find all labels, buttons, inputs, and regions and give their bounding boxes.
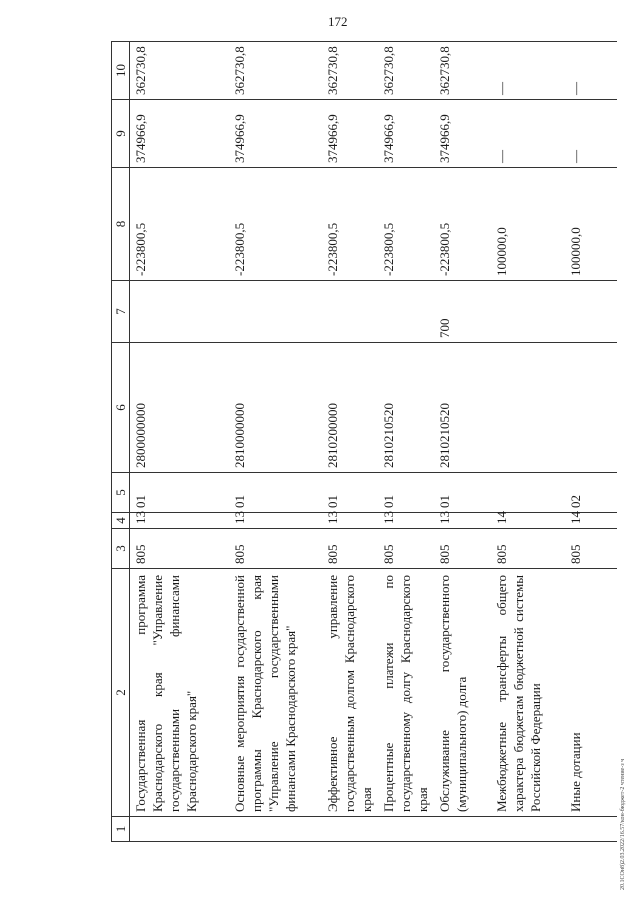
budget-table <box>111 41 617 842</box>
cell-expense-type <box>565 281 617 343</box>
cell-code: 805 <box>130 529 229 569</box>
cell-amount-3: — <box>565 42 617 100</box>
cell-amount-2: 374966,9 <box>130 100 229 168</box>
table-row <box>565 42 617 842</box>
cell-num <box>434 817 491 842</box>
cell-num <box>229 817 322 842</box>
cell-num <box>565 817 617 842</box>
cell-code: 805 <box>378 529 434 569</box>
cell-target: 2810000000 <box>229 343 322 473</box>
cell-amount-1: -223800,5 <box>434 168 491 281</box>
header-cell: 4 <box>112 513 130 529</box>
cell-amount-3: 362730,8 <box>229 42 322 100</box>
cell-expense-type: 700 <box>434 281 491 343</box>
cell-amount-3: 362730,8 <box>322 42 378 100</box>
cell-amount-2: — <box>565 100 617 168</box>
cell-target: 2810200000 <box>322 343 378 473</box>
cell-description: Обслуживание государственного (муниципального) долга <box>434 569 491 817</box>
cell-section: 14 <box>491 513 565 529</box>
cell-description: Эффективное управление государственным долгом Краснодарского края <box>322 569 378 817</box>
cell-num <box>491 817 565 842</box>
cell-target <box>491 343 565 473</box>
cell-expense-type <box>130 281 229 343</box>
cell-expense-type <box>229 281 322 343</box>
cell-code: 805 <box>565 529 617 569</box>
side-note: 20.1СОн8)2.03.2022/16.57/кон-бюджет-2 чтение-з ч <box>620 758 626 890</box>
header-cell: 1 <box>112 817 130 842</box>
cell-amount-1: -223800,5 <box>322 168 378 281</box>
cell-subsection: 01 <box>378 473 434 513</box>
cell-expense-type <box>322 281 378 343</box>
table-row <box>491 42 565 842</box>
cell-target: 2800000000 <box>130 343 229 473</box>
cell-num <box>322 817 378 842</box>
cell-section: 13 <box>229 513 322 529</box>
header-cell: 8 <box>112 168 130 281</box>
table-row <box>378 42 434 842</box>
header-cell: 5 <box>112 473 130 513</box>
cell-num <box>130 817 229 842</box>
cell-num <box>378 817 434 842</box>
cell-expense-type <box>378 281 434 343</box>
cell-section: 13 <box>130 513 229 529</box>
cell-amount-1: -223800,5 <box>229 168 322 281</box>
cell-description: Основные мероприятия государственной программы Краснодарского края "Управление государственными финансами Краснодарского края" <box>229 569 322 817</box>
cell-section: 14 <box>565 513 617 529</box>
table-row <box>434 42 491 842</box>
cell-subsection: 02 <box>565 473 617 513</box>
table-row <box>322 42 378 842</box>
cell-amount-2: — <box>491 100 565 168</box>
cell-amount-1: 100000,0 <box>565 168 617 281</box>
cell-subsection <box>491 473 565 513</box>
cell-section: 13 <box>434 513 491 529</box>
header-cell: 2 <box>112 569 130 817</box>
cell-subsection: 01 <box>130 473 229 513</box>
cell-description: Процентные платежи по государственному долгу Краснодарского края <box>378 569 434 817</box>
header-row <box>112 42 130 842</box>
header-cell: 7 <box>112 281 130 343</box>
cell-target: 2810210520 <box>378 343 434 473</box>
cell-amount-2: 374966,9 <box>378 100 434 168</box>
cell-description: Межбюджетные трансферты общего характера бюджетам бюджетной системы Российской Федерации <box>491 569 565 817</box>
cell-code: 805 <box>229 529 322 569</box>
cell-amount-3: 362730,8 <box>434 42 491 100</box>
cell-amount-2: 374966,9 <box>229 100 322 168</box>
cell-code: 805 <box>322 529 378 569</box>
cell-amount-1: 100000,0 <box>491 168 565 281</box>
cell-amount-1: -223800,5 <box>130 168 229 281</box>
cell-amount-3: 362730,8 <box>378 42 434 100</box>
table-row <box>130 42 229 842</box>
cell-code: 805 <box>434 529 491 569</box>
header-cell: 3 <box>112 529 130 569</box>
cell-code: 805 <box>491 529 565 569</box>
cell-amount-3: 362730,8 <box>130 42 229 100</box>
table-row <box>229 42 322 842</box>
cell-expense-type <box>491 281 565 343</box>
cell-section: 13 <box>378 513 434 529</box>
header-cell: 10 <box>112 42 130 100</box>
header-cell: 9 <box>112 100 130 168</box>
cell-description: Иные дотации <box>565 569 617 817</box>
cell-amount-2: 374966,9 <box>434 100 491 168</box>
cell-target <box>565 343 617 473</box>
page-number: 172 <box>328 14 348 29</box>
cell-amount-2: 374966,9 <box>322 100 378 168</box>
cell-subsection: 01 <box>322 473 378 513</box>
cell-amount-1: -223800,5 <box>378 168 434 281</box>
cell-section: 13 <box>322 513 378 529</box>
cell-subsection: 01 <box>434 473 491 513</box>
cell-target: 2810210520 <box>434 343 491 473</box>
header-cell: 6 <box>112 343 130 473</box>
cell-amount-3: — <box>491 42 565 100</box>
cell-subsection: 01 <box>229 473 322 513</box>
cell-description: Государственная программа Краснодарского края "Управление государственными финансами Краснодарского края" <box>130 569 229 817</box>
